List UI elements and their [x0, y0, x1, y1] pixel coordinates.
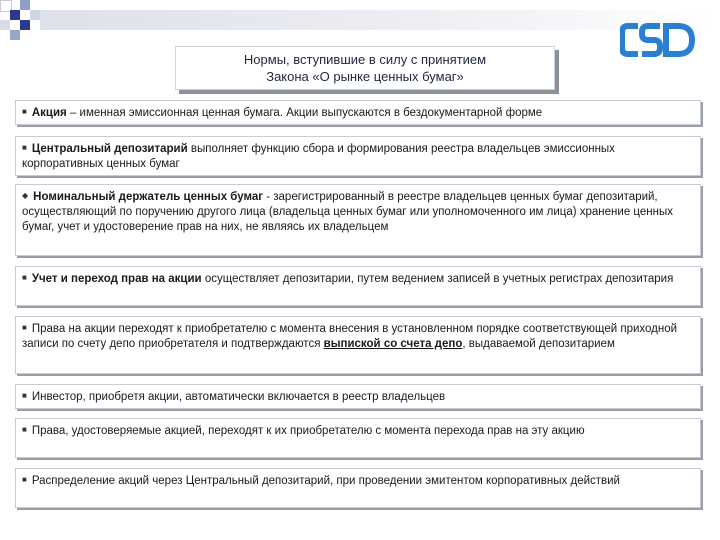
item-text: – именная эмиссионная ценная бумага. Акции выпускаются в бездокументарной форме — [66, 107, 543, 119]
list-item — [15, 316, 701, 374]
list-item — [15, 418, 701, 458]
item-bold: Учет и переход прав на акции — [31, 273, 202, 285]
item-text: Права, удостоверяемые акцией, переходят к их приобретателю с момента перехода прав на эту акцию — [31, 425, 585, 437]
item-bold: Акция — [31, 107, 67, 119]
item-text: , выдаваемой депозитарием — [462, 338, 615, 350]
logo-icon — [620, 20, 698, 60]
bullet-icon: ■ — [22, 323, 27, 332]
bullet-icon: ■ — [22, 391, 27, 400]
list-item — [15, 468, 701, 508]
item-text: - зарегистрированный в реестре владельцев ценных бумаг депозитарий, осуществляющий по поручению другого лица (владельца ценных бумаг или уполномоченного им лица) хранение ценных бумаг, учет и удостоверение прав на них, не являясь их владельцем — [22, 191, 673, 233]
list-item — [15, 184, 701, 256]
page-title — [175, 46, 555, 90]
bullet-icon: ■ — [22, 107, 27, 116]
item-emphasis: выпиской со счета депо — [323, 338, 463, 350]
item-text: осуществляет депозитарии, путем ведением записей в учетных регистрах депозитария — [201, 273, 674, 285]
list-item — [15, 384, 701, 409]
item-bold: Номинальный держатель ценных бумаг — [33, 191, 264, 203]
item-text: Права на акции переходят к приобретателю с момента внесения в установленном порядке соответствующей приходной записи по счету депо приобретателя и подтверждаются — [22, 323, 678, 350]
bullet-icon: ◆ — [22, 191, 29, 200]
header-band — [40, 10, 720, 30]
bullet-icon: ■ — [22, 425, 27, 434]
title-line-1: Нормы, вступившие в силу с принятием — [243, 52, 487, 67]
item-text: выполняет функцию сбора и формирования реестра владельцев эмиссионных корпоративных ценных бумаг — [22, 143, 615, 170]
list-item — [15, 266, 701, 306]
item-text: Распределение акций через Центральный депозитарий, при проведении эмитентом корпоративных действий — [31, 475, 620, 487]
item-bold: Центральный депозитарий — [31, 143, 188, 155]
bullet-icon: ■ — [22, 273, 27, 282]
title-line-2: Закона «О рынке ценных бумаг» — [266, 69, 464, 84]
list-item — [15, 100, 701, 125]
bullet-icon: ■ — [22, 143, 27, 152]
list-item — [15, 136, 701, 176]
bullet-icon: ■ — [22, 475, 27, 484]
item-text: Инвестор, приобретя акции, автоматически включается в реестр владельцев — [31, 391, 446, 403]
